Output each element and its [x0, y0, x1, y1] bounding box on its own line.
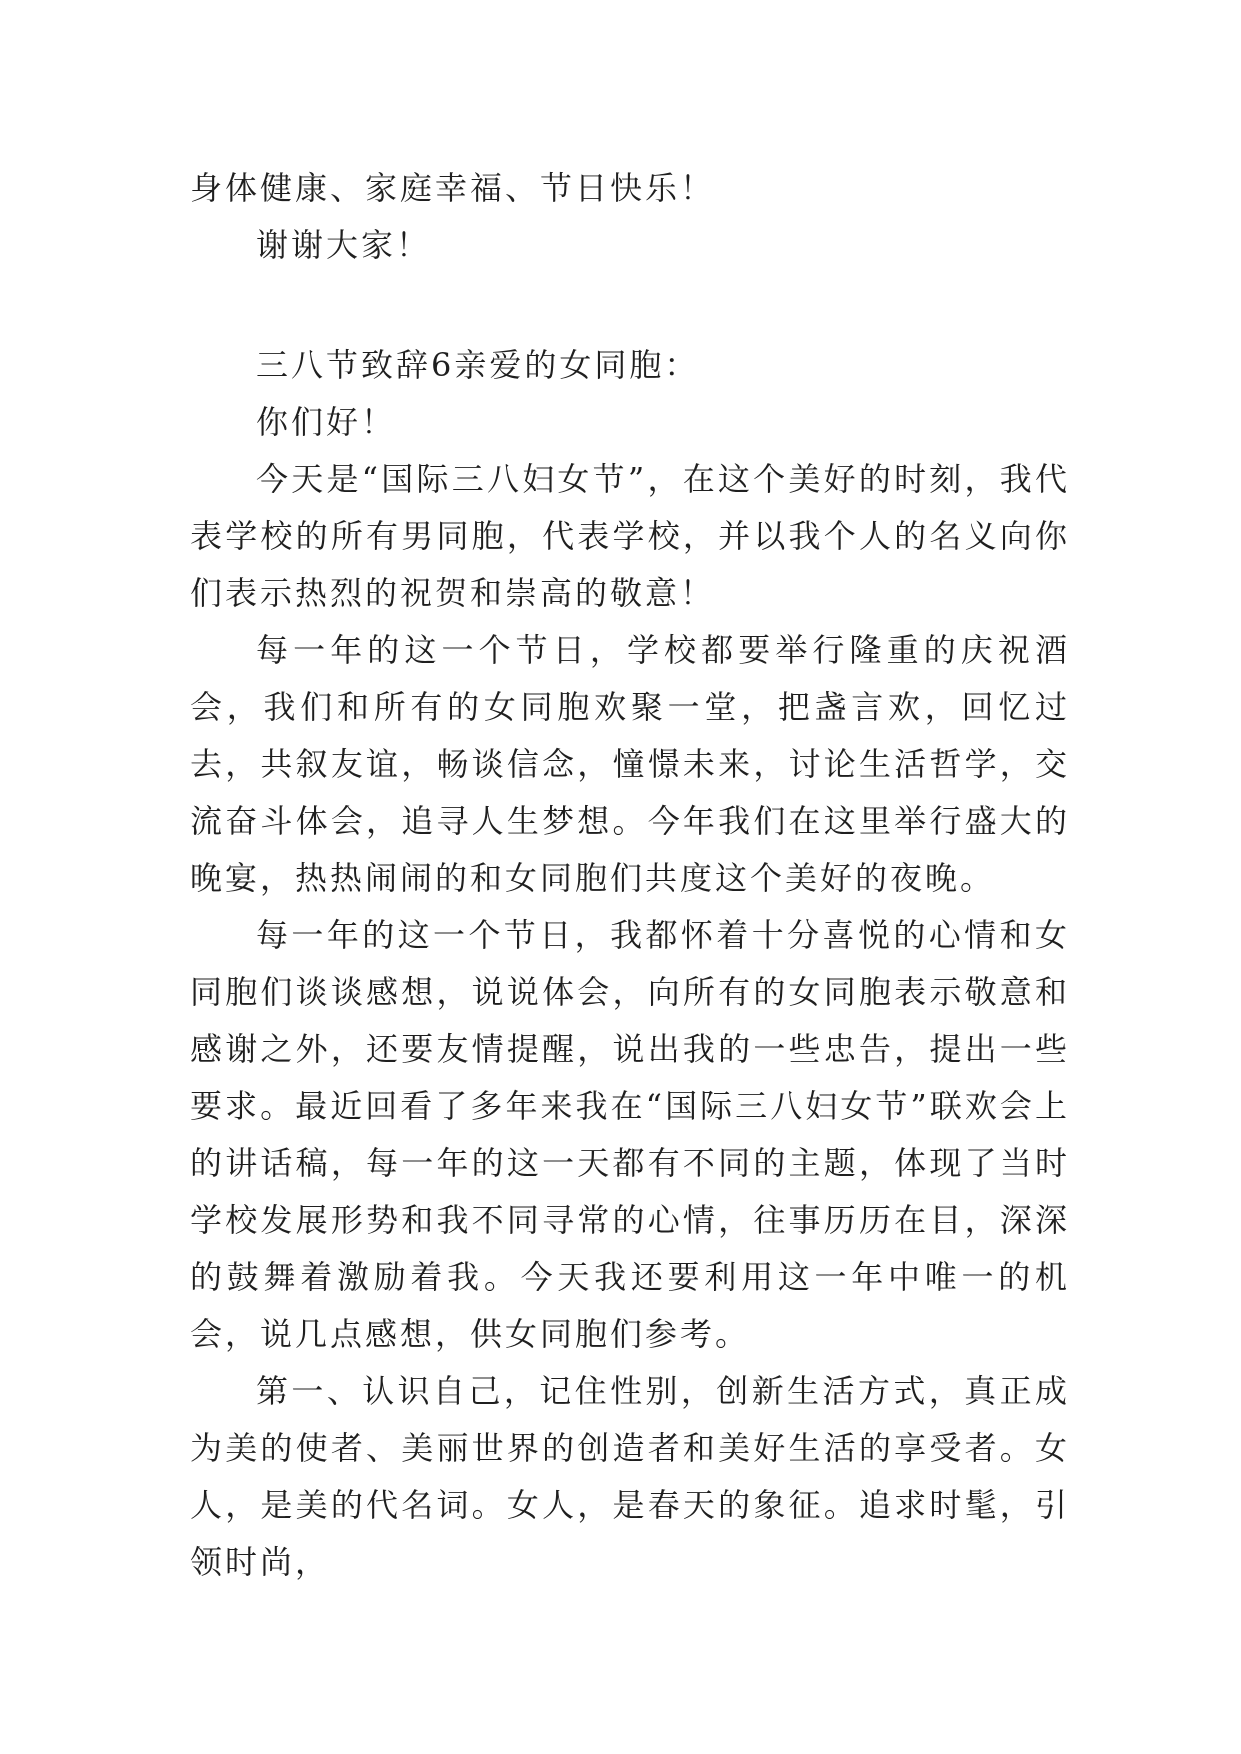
- section-gap: [190, 274, 1070, 337]
- document-body: [190, 160, 1070, 1591]
- paragraph-point-one: 第一、认识自己，记住性别，创新生活方式，真正成为美的使者、美丽世界的创造者和美好生活的享受者。女人，是美的代名词。女人，是春天的象征。追求时髦，引领时尚，: [190, 1372, 1070, 1581]
- paragraph-intro: 今天是“国际三八妇女节”，在这个美好的时刻，我代表学校的所有男同胞，代表学校，并以我个人的名义向你们表示热烈的祝贺和崇高的敬意！: [190, 460, 1070, 612]
- paragraph-greeting: 你们好！: [256, 403, 397, 441]
- paragraph-thanks: 谢谢大家！: [256, 226, 432, 264]
- paragraph-celebration: 每一年的这一个节日，学校都要举行隆重的庆祝酒会，我们和所有的女同胞欢聚一堂，把盏言欢，回忆过去，共叙友谊，畅谈信念，憧憬未来，讨论生活哲学，交流奋斗体会，追寻人生梦想。今年我们在这里举行盛大的晚宴，热热闹闹的和女同胞们共度这个美好的夜晚。: [190, 631, 1070, 897]
- section-heading: 三八节致辞6亲爱的女同胞：: [256, 346, 700, 384]
- paragraph-reflection: 每一年的这一个节日，我都怀着十分喜悦的心情和女同胞们谈谈感想，说说体会，向所有的女同胞表示敬意和感谢之外，还要友情提醒，说出我的一些忠告，提出一些要求。最近回看了多年来我在“国际三八妇女节”联欢会上的讲话稿，每一年的这一天都有不同的主题，体现了当时学校发展形势和我不同寻常的心情，往事历历在目，深深的鼓舞着激励着我。今天我还要利用这一年中唯一的机会，说几点感想，供女同胞们参考。: [190, 916, 1070, 1353]
- paragraph-closing-wishes: 身体健康、家庭幸福、节日快乐！: [190, 169, 716, 207]
